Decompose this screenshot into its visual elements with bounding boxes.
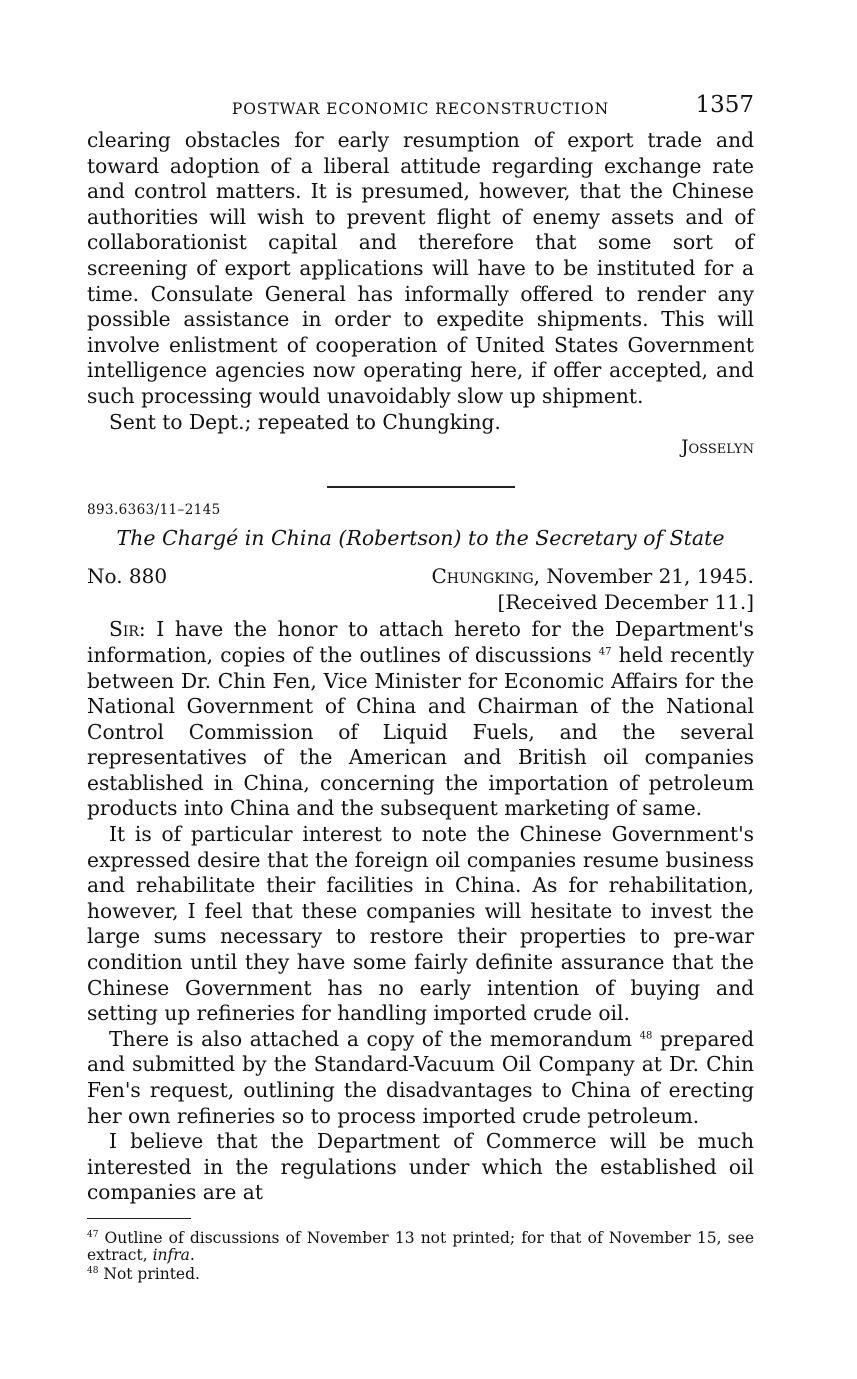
footnote-ref-48: 48 <box>639 1030 653 1042</box>
document-title: The Chargé in China (Robertson) to the Secretary of State <box>116 526 725 551</box>
footnote-47 <box>87 1227 754 1263</box>
continuation-paragraph: clearing obstacles for early resumption of export trade and toward adoption of a liberal attitude regarding exchange rate and control matters. It is presumed, however, that the Chinese authorities will wish to prevent flight of enemy assets and of collaborationist capital and therefore that some sort of screening of export applications will have to be instituted for a time. Consulate General has informally offered to render any possible assistance in order to expedite shipments. This will involve enlistment of cooperation of United States Government intelligence agencies now operating here, if offer accepted, and such processing would unavoidably slow up shipment. <box>87 128 754 408</box>
file-number: 893.6363/11–2145 <box>87 502 221 519</box>
footnote-text: Outline of discussions of November 13 not printed; for that of November 15, see extract, <box>87 1229 754 1264</box>
paragraph-1 <box>87 617 754 822</box>
footnote-mark: 47 <box>87 1229 99 1240</box>
paragraph-3-text-b: prepared and submitted by the Standard-Vacuum Oil Company at Dr. Chin Fen's request, outlining the disadvantages to China of erecting her own refineries so to process imported crude petroleum. <box>87 1026 755 1128</box>
footnote-divider <box>87 1218 191 1219</box>
signature: Josselyn <box>681 437 754 459</box>
page-number: 1357 <box>695 92 754 118</box>
paragraph-1-text-a: : I have the honor to attach hereto for the Department's information, copies of the outlines of discussions <box>87 617 754 667</box>
received-date: [Received December 11.] <box>497 589 754 614</box>
footnote-text-end: . <box>189 1245 195 1264</box>
paragraph-2: It is of particular interest to note the Chinese Government's expressed desire that the foreign oil companies resume business and rehabilitate their facilities in China. As for rehabilitation, however, I feel that these companies will hesitate to invest the large sums necessary to restore their properties to pre-war condition until they have some fairly definite assurance that the Chinese Government has no early intention of buying and setting up refineries for handling imported crude oil. <box>87 822 754 1026</box>
paragraph-4: I believe that the Department of Commerce will be much interested in the regulations under which the established oil companies are at <box>87 1129 754 1205</box>
footnote-mark: 48 <box>87 1266 99 1277</box>
date: , November 21, 1945. <box>533 564 754 589</box>
page-header <box>87 92 754 128</box>
paragraph-1-text-b: held recently between Dr. Chin Fen, Vice Minister for Economic Affairs for the National Government of China and Chairman of the National Control Commission of Liquid Fuels, and the several representatives of the American and British oil companies established in China, concerning the importation of petroleum products into China and the subsequent marketing of same. <box>87 642 754 821</box>
footnote-text: Not printed. <box>98 1265 200 1284</box>
place: Chungking <box>431 564 534 589</box>
document-number: No. 880 <box>87 564 168 589</box>
footnote-emphasis: infra <box>152 1245 190 1264</box>
paragraph-3-text-a: There is also attached a copy of the memorandum <box>109 1026 632 1051</box>
running-title: POSTWAR ECONOMIC RECONSTRUCTION <box>231 100 610 118</box>
section-divider <box>327 486 515 488</box>
footnote-ref-47: 47 <box>598 646 612 658</box>
dateline <box>87 564 754 590</box>
paragraph-3 <box>87 1027 754 1129</box>
place-date <box>431 564 754 590</box>
sent-to-line: Sent to Dept.; repeated to Chungking. <box>109 409 501 434</box>
footnote-48 <box>87 1263 754 1283</box>
salutation: Sir <box>109 617 139 642</box>
page <box>87 92 754 1283</box>
